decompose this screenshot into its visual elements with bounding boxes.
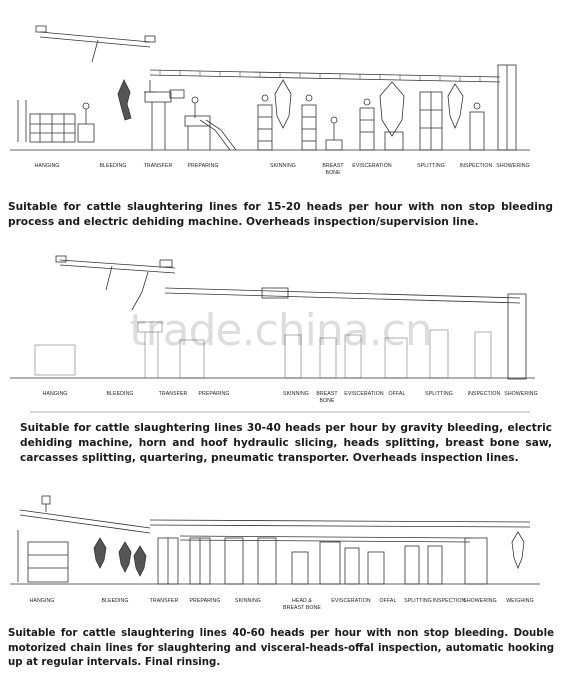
- station-label: SHOWERING: [504, 391, 538, 397]
- station-label: BREAST: [322, 163, 344, 169]
- station-label: SKINNING: [270, 163, 296, 169]
- station-label: INSPECTION: [432, 598, 466, 604]
- station-label: HEAD &: [292, 598, 312, 604]
- station-label: BLEEDING: [101, 598, 129, 604]
- line-3-diagram: [0, 480, 561, 620]
- station-label: OFFAL: [388, 391, 406, 397]
- line-3-caption: Suitable for cattle slaughtering lines 40-60 heads per hour with non stop bleeding. Double motorized chain lines for slaughtering and visceral-heads-offal inspection, automatic hooking up at regular intervals. Final rinsing.: [8, 628, 554, 668]
- station-label: PREPARING: [187, 163, 219, 169]
- station-label: SHOWERING: [496, 163, 530, 169]
- line-2-diagram: [0, 250, 561, 420]
- station-label: BREAST: [316, 391, 338, 397]
- station-label: BONE: [319, 398, 335, 404]
- line-1-caption: Suitable for cattle slaughtering lines for 15-20 heads per hour with non stop bleeding process and electric dehiding machine. Overheads inspection/supervision line.: [8, 201, 553, 228]
- station-label: EVISCERATION: [352, 163, 392, 169]
- station-label: SKINNING: [283, 391, 309, 397]
- station-label: PREPARING: [198, 391, 230, 397]
- line-2-station-labels: [43, 391, 538, 404]
- line-2-drawing: [0, 250, 561, 420]
- station-label: SPLITTING: [425, 391, 453, 397]
- station-label: TRANSFER: [149, 598, 179, 604]
- station-label: WEIGHING: [506, 598, 534, 604]
- line-1-diagram: [0, 20, 561, 180]
- station-label: TRANSFER: [158, 391, 188, 397]
- station-label: INSPECTION: [459, 163, 493, 169]
- station-label: BONE: [325, 170, 341, 176]
- station-label: EVISCERATION: [331, 598, 371, 604]
- station-label: TRANSFER: [143, 163, 173, 169]
- station-label: HANGING: [42, 391, 68, 397]
- station-label: BLEEDING: [99, 163, 127, 169]
- station-label: SHOWERING: [463, 598, 497, 604]
- station-label: HANGING: [34, 163, 60, 169]
- station-label: EVISCERATION: [344, 391, 384, 397]
- station-label: SPLITTING: [417, 163, 445, 169]
- station-label: BLEEDING: [106, 391, 134, 397]
- line-2-caption: Suitable for cattle slaughtering lines 30-40 heads per hour by gravity bleeding, electric dehiding machine, horn and hoof hydraulic slicing, heads splitting, breast bone saw, carcasses splitting, quartering, pneumatic transporter. Overheads inspection lines.: [20, 422, 552, 464]
- watermark: trade.china.cn: [129, 305, 432, 356]
- line-3-station-labels: [30, 598, 534, 611]
- station-label: SPLITTING: [404, 598, 432, 604]
- station-label: HANGING: [29, 598, 55, 604]
- station-label: INSPECTION: [467, 391, 501, 397]
- station-label: BREAST BONE: [283, 605, 321, 611]
- station-label: SKINNING: [235, 598, 261, 604]
- line-3-drawing: [0, 480, 561, 620]
- line-1-station-labels: [35, 163, 530, 176]
- line-1-drawing: [0, 20, 561, 180]
- station-label: PREPARING: [189, 598, 221, 604]
- station-label: OFFAL: [379, 598, 397, 604]
